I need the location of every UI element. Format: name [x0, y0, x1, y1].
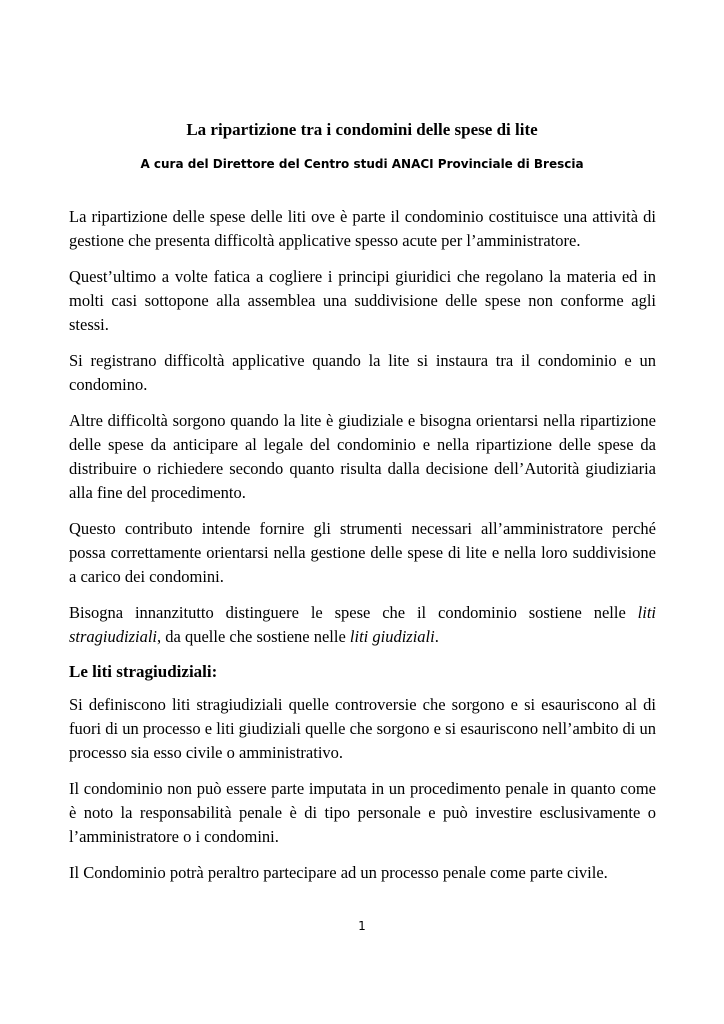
- italic-term: liti stragiudiziali: [69, 603, 656, 646]
- page-number: 1: [358, 919, 366, 933]
- paragraph-text: , da quelle che sostiene nelle: [157, 627, 350, 646]
- document-subtitle: A cura del Direttore del Centro studi ANACI Provinciale di Brescia: [140, 157, 584, 171]
- paragraph: Si registrano difficoltà applicative quando la lite si instaura tra il condominio e un condomino.: [69, 351, 656, 394]
- document-title: La ripartizione tra i condomini delle spese di lite: [186, 120, 538, 139]
- italic-term: liti giudiziali: [349, 627, 435, 646]
- paragraph-text: .: [434, 627, 439, 646]
- document-body: [69, 205, 656, 897]
- paragraph: Altre difficoltà sorgono quando la lite è giudiziale e bisogna orientarsi nella ripartizione delle spese da anticipare al legale del condominio e nella ripartizione delle spese da distribuire o richiedere secondo quanto risulta dalla decisione dell’Autorità giudiziaria alla fine del procedimento.: [69, 411, 656, 502]
- paragraph: Il Condominio potrà peraltro partecipare ad un processo penale come parte civile.: [69, 863, 608, 882]
- paragraph: Si definiscono liti stragiudiziali quelle controversie che sorgono e si esauriscono al di fuori di un processo e liti giudiziali quelle che sorgono e si esauriscono nell’ambito di un processo sia esso civile o amministrativo.: [69, 695, 656, 762]
- section-heading: Le liti stragiudiziali:: [69, 662, 218, 681]
- paragraph-text: Bisogna innanzitutto distinguere le spese che il condominio sostiene nelle: [69, 603, 638, 622]
- paragraph: [69, 601, 656, 649]
- paragraph: Questo contributo intende fornire gli strumenti necessari all’amministratore perché possa correttamente orientarsi nella gestione delle spese di lite e nella loro suddivisione a carico dei condomini.: [69, 519, 656, 586]
- paragraph: La ripartizione delle spese delle liti ove è parte il condominio costituisce una attività di gestione che presenta difficoltà applicative spesso acute per l’amministratore.: [69, 207, 656, 250]
- paragraph: Il condominio non può essere parte imputata in un procedimento penale in quanto come è noto la responsabilità penale è di tipo personale e può investire esclusivamente o l’amministratore o i condomini.: [69, 779, 656, 846]
- paragraph: Quest’ultimo a volte fatica a cogliere i principi giuridici che regolano la materia ed in molti casi sottopone alla assemblea una suddivisione delle spese non conforme agli stessi.: [69, 267, 656, 334]
